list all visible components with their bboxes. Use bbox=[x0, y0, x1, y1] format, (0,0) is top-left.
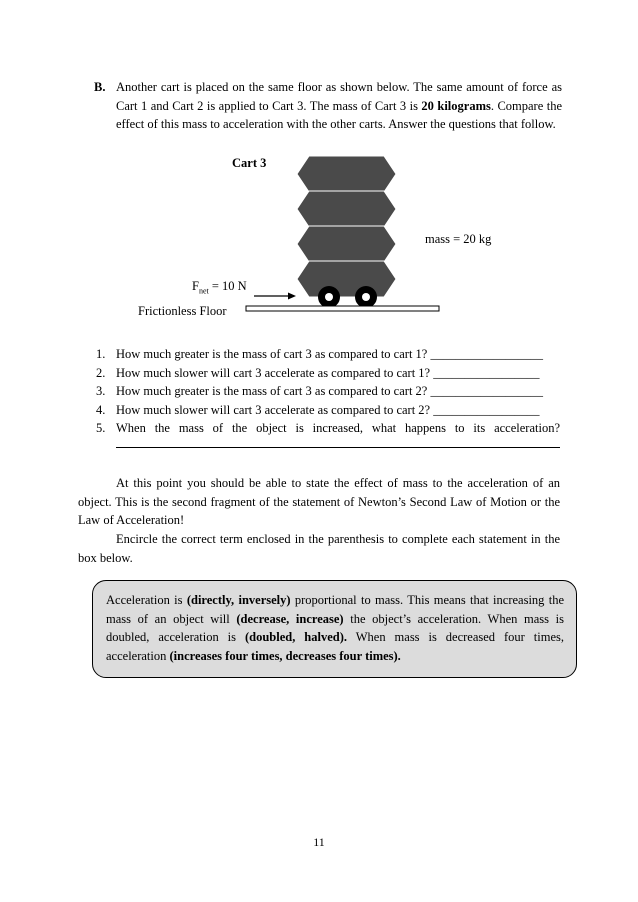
question-number: 4. bbox=[96, 402, 106, 417]
mass-label: mass = 20 kg bbox=[425, 232, 492, 246]
question-text: When the mass of the object is increased, what happens to its acceleration? bbox=[116, 421, 560, 435]
question-number: 2. bbox=[96, 365, 106, 380]
question-list bbox=[96, 345, 560, 448]
question-number: 5. bbox=[96, 421, 106, 435]
answer-line[interactable] bbox=[116, 438, 560, 448]
mass-block bbox=[297, 226, 396, 262]
page-number: 11 bbox=[313, 835, 325, 849]
force-subscript: net bbox=[198, 286, 209, 296]
wheel bbox=[355, 286, 377, 308]
cart-label: Cart 3 bbox=[232, 156, 267, 170]
question-number: 3. bbox=[96, 384, 106, 398]
question-text: How much slower will cart 3 accelerate as compared to cart 1? _________________ bbox=[116, 365, 540, 380]
choice-term[interactable]: (increases four times, decreases four times). bbox=[169, 648, 401, 663]
mass-block bbox=[297, 156, 396, 192]
section-b-text bbox=[116, 78, 562, 134]
section-b bbox=[94, 78, 562, 134]
force-arrow bbox=[254, 293, 296, 300]
section-b-text-part: Another cart is placed on the same floor as shown below. The same amount of force as Cart 1 and Cart 2 is applied to Cart 3. The mass of Cart 3 is bbox=[116, 80, 562, 113]
box-text: the object’s acceleration. When mass is doubled, acceleration is bbox=[106, 611, 565, 644]
cart-figure bbox=[0, 150, 638, 325]
question-text: How much greater is the mass of cart 3 as compared to cart 1? __________________ bbox=[116, 347, 543, 361]
list-item bbox=[96, 382, 560, 401]
force-value: = 10 N bbox=[208, 279, 247, 293]
choice-term[interactable]: (decrease, increase) bbox=[236, 611, 344, 626]
list-item bbox=[96, 345, 560, 364]
question-number: 1. bbox=[96, 347, 106, 361]
paragraph: At this point you should be able to state the effect of mass to the acceleration of an object. This is the second fragment of the statement of Newton’s Second Law of Motion or the Law of Acceleration! bbox=[78, 476, 560, 527]
question-text: How much slower will cart 3 accelerate as compared to cart 2? _________________ bbox=[116, 402, 540, 417]
box-text: proportional to mass. This means that increasing the mass of an object will bbox=[106, 593, 565, 626]
list-item bbox=[96, 364, 560, 383]
paragraph: Encircle the correct term enclosed in the parenthesis to complete each statement in the box below. bbox=[78, 532, 560, 565]
list-item bbox=[96, 419, 560, 438]
wheel bbox=[318, 286, 340, 308]
floor-label: Frictionless Floor bbox=[138, 304, 227, 318]
section-label: B. bbox=[94, 80, 106, 94]
statement-box bbox=[92, 580, 577, 678]
force-symbol: F bbox=[192, 279, 199, 293]
frictionless-floor bbox=[246, 306, 439, 311]
list-item bbox=[96, 401, 560, 420]
question-text: How much greater is the mass of cart 3 as compared to cart 2? __________________ bbox=[116, 384, 543, 398]
box-text: When mass is decreased four times, acceleration bbox=[106, 630, 564, 663]
cart-diagram bbox=[0, 150, 638, 325]
cart-body bbox=[297, 261, 396, 297]
mass-block bbox=[297, 191, 396, 227]
mass-bold: 20 kilograms bbox=[421, 98, 491, 113]
choice-term[interactable]: (doubled, halved). bbox=[244, 630, 348, 644]
box-text: Acceleration is bbox=[106, 593, 187, 607]
section-b-text-part: . Compare the effect of this mass to acceleration with the other carts. Answer the questions that follow. bbox=[116, 98, 562, 131]
choice-term[interactable]: (directly, inversely) bbox=[186, 593, 291, 607]
